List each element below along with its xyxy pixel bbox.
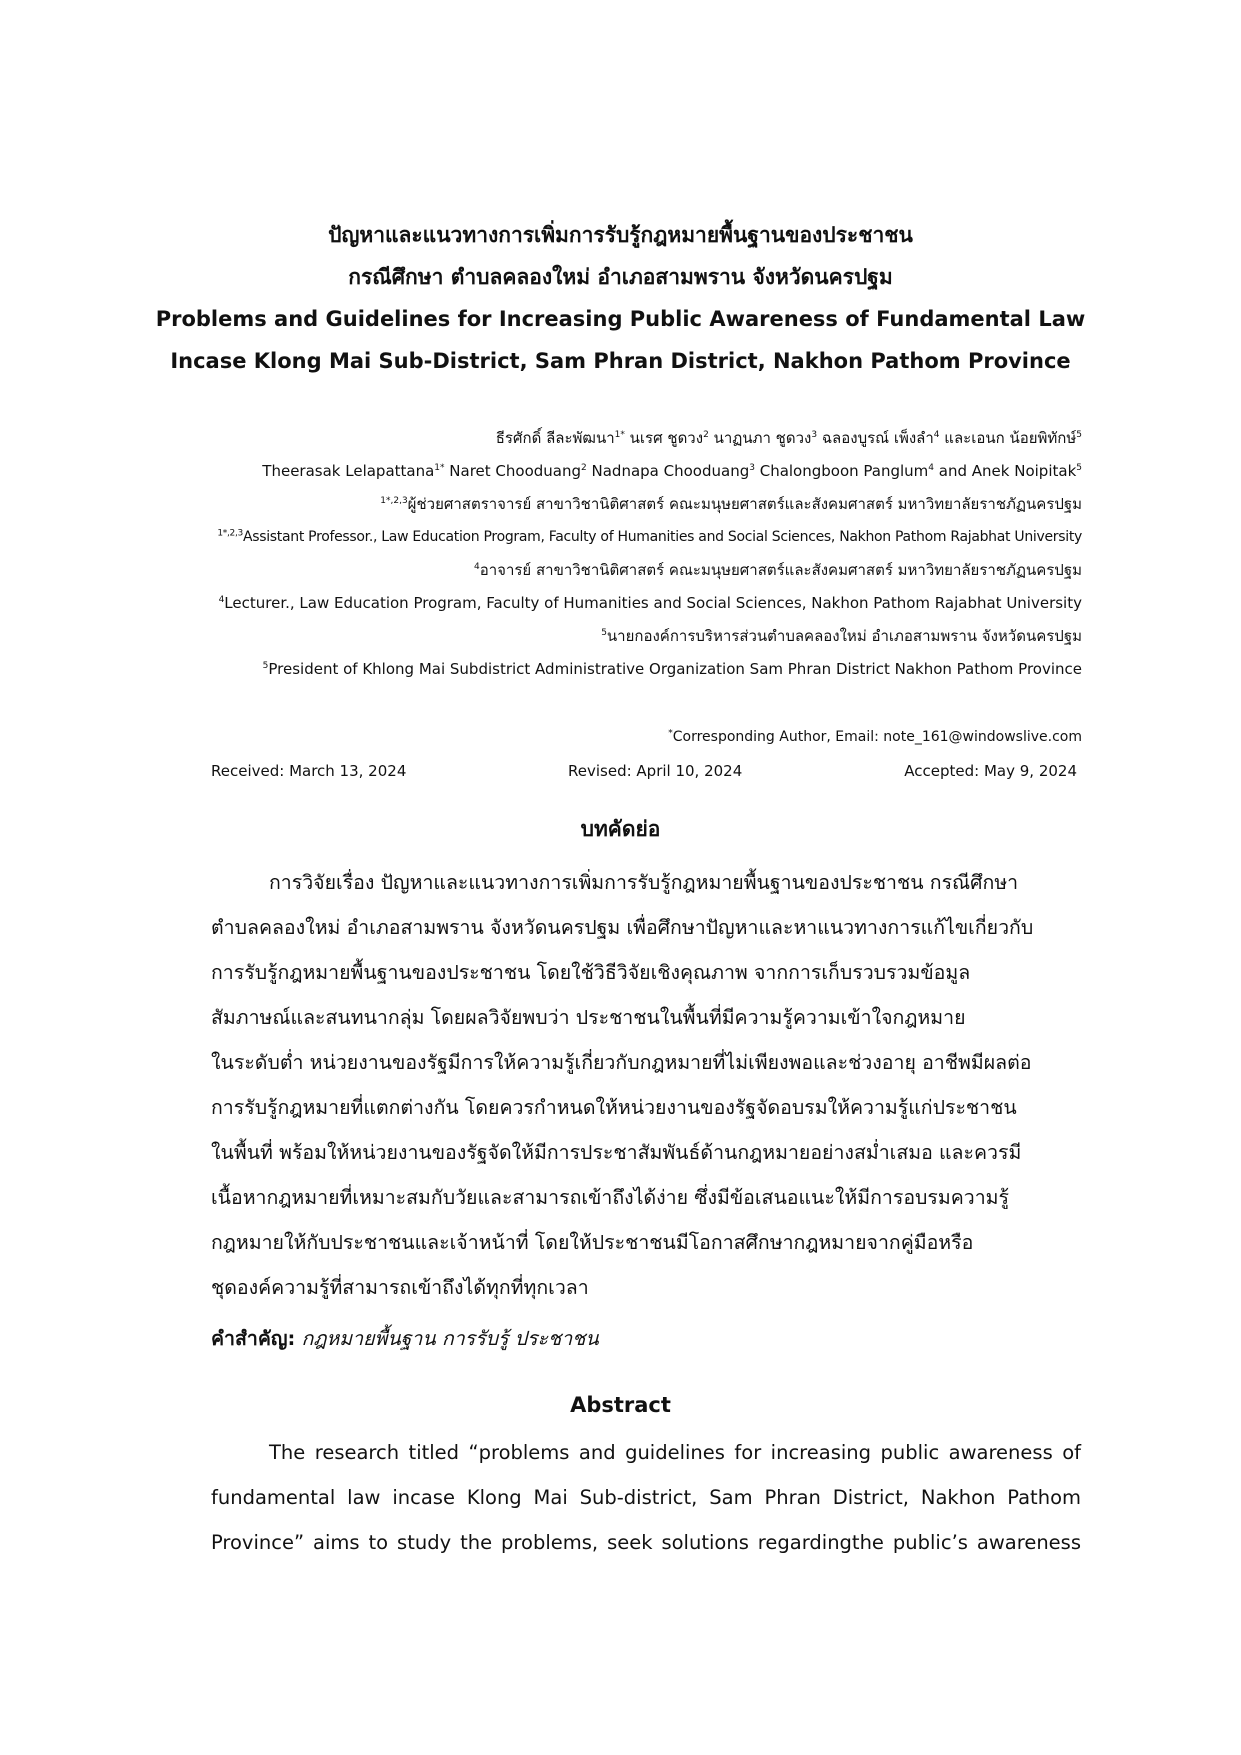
thai-abstract-line: การรับรู้กฎหมายพื้นฐานของประชาชน โดยใช้วิธีวิจัยเชิงคุณภาพ จากการเก็บรวบรวมข้อมูล xyxy=(211,961,971,984)
thai-abstract-line: เนื้อหากฎหมายที่เหมาะสมกับวัยและสามารถเข้าถึงได้ง่าย ซึ่งมีข้อเสนอแนะให้มีการอบรมความรู้ xyxy=(211,1186,1010,1209)
submission-dates xyxy=(211,762,1077,784)
thai-abstract-line: ชุดองค์ความรู้ที่สามารถเข้าถึงได้ทุกที่ทุกเวลา xyxy=(211,1276,589,1299)
thai-abstract-line: การรับรู้กฎหมายที่แตกต่างกัน โดยควรกำหนดให้หน่วยงานของรัฐจัดอบรมให้ความรู้แก่ประชาชน xyxy=(211,1096,1017,1119)
thai-abstract-line: ในพื้นที่ พร้อมให้หน่วยงานของรัฐจัดให้มีการประชาสัมพันธ์ด้านกฎหมายอย่างสม่ำเสมอ และควรมี xyxy=(211,1141,1022,1164)
thai-abstract-heading: บทคัดย่อ xyxy=(580,817,661,841)
revised-date: Revised: April 10, 2024 xyxy=(568,762,743,780)
accepted-date: Accepted: May 9, 2024 xyxy=(904,762,1077,780)
corresponding-author-email: Corresponding Author, Email: note_161@windowslive.com xyxy=(672,729,1082,745)
english-abstract-heading: Abstract xyxy=(570,1393,671,1417)
english-abstract-line: fundamental law incase Klong Mai Sub-district, Sam Phran District, Nakhon Pathom xyxy=(211,1486,1081,1509)
title-english-line-2: Incase Klong Mai Sub-District, Sam Phran District, Nakhon Pathom Province xyxy=(170,349,1071,373)
english-abstract-line: Province” aims to study the problems, seek solutions regardingthe public’s awareness xyxy=(211,1531,1081,1554)
authors-thai: ธีรศักดิ์ ลีละพัฒนา$^{1*}$ นเรศ ชูดวง$^2$ นาฏนภา ชูดวง$^3$ ฉลองบูรณ์ เพ็งลำ$^4$ และเอนก น้อยพิทักษ์$^5$ xyxy=(495,429,1082,447)
keywords-label: คำสำคัญ: xyxy=(211,1327,296,1350)
english-abstract-line: The research titled “problems and guidelines for increasing public awareness of xyxy=(269,1441,1081,1464)
affiliation-1-english: $^{1*,2,3}$Assistant Professor., Law Education Program, Faculty of Humanities and Social Sciences, Nakhon Pathom Rajabhat University xyxy=(217,528,1082,545)
keywords xyxy=(211,1323,599,1354)
thai-abstract-body xyxy=(211,860,1081,1310)
author-affiliation-block xyxy=(82,428,1082,679)
title-english-line-1: Problems and Guidelines for Increasing Public Awareness of Fundamental Law xyxy=(155,307,1086,331)
affiliation-3-thai: $^5$นายกองค์การบริหารส่วนตำบลคลองใหม่ อำเภอสามพราน จังหวัดนครปฐม xyxy=(601,627,1082,645)
thai-abstract-line: ในระดับต่ำ หน่วยงานของรัฐมีการให้ความรู้เกี่ยวกับกฎหมายที่ไม่เพียงพอและช่วงอายุ อาชีพมีผลต่อ xyxy=(211,1051,1032,1074)
title-thai-line-2: กรณีศึกษา ตำบลคลองใหม่ อำเภอสามพราน จังหวัดนครปฐม xyxy=(348,265,893,289)
received-date: Received: March 13, 2024 xyxy=(211,762,407,780)
affiliation-1-thai: $^{1*,2,3}$ผู้ช่วยศาสตราจารย์ สาขาวิชานิติศาสตร์ คณะมนุษยศาสตร์และสังคมศาสตร์ มหาวิทยาลัยราชภัฏนครปฐม xyxy=(380,495,1082,513)
english-abstract-body xyxy=(211,1430,1081,1565)
thai-abstract-line: สัมภาษณ์และสนทนากลุ่ม โดยผลวิจัยพบว่า ประชาชนในพื้นที่มีความรู้ความเข้าใจกฎหมาย xyxy=(211,1006,966,1029)
affiliation-2-english: $^4$Lecturer., Law Education Program, Faculty of Humanities and Social Sciences, Nakhon Pathom Rajabhat University xyxy=(218,594,1082,612)
corresponding-author: *Corresponding Author, Email: note_161@windowslive.com xyxy=(668,728,1082,745)
title-block xyxy=(150,222,1091,375)
affiliation-3-english: $^5$President of Khlong Mai Subdistrict Administrative Organization Sam Phran District Nakhon Pathom Province xyxy=(262,660,1082,678)
thai-abstract-line: ตำบลคลองใหม่ อำเภอสามพราน จังหวัดนครปฐม เพื่อศึกษาปัญหาและหาแนวทางการแก้ไขเกี่ยวกับ xyxy=(211,916,1034,939)
authors-english: Theerasak Lelapattana$^{1*}$ Naret Chooduang$^2$ Nadnapa Chooduang$^3$ Chalongboon Panglum$^4$ and Anek Noipitak$^5$ xyxy=(262,462,1082,480)
affiliation-2-thai: $^4$อาจารย์ สาขาวิชานิติศาสตร์ คณะมนุษยศาสตร์และสังคมศาสตร์ มหาวิทยาลัยราชภัฏนครปฐม xyxy=(474,561,1082,579)
thai-abstract-line: การวิจัยเรื่อง ปัญหาและแนวทางการเพิ่มการรับรู้กฎหมายพื้นฐานของประชาชน กรณีศึกษา xyxy=(269,871,1019,894)
thai-abstract-line: กฎหมายให้กับประชาชนและเจ้าหน้าที่ โดยให้ประชาชนมีโอกาสศึกษากฎหมายจากคู่มือหรือ xyxy=(211,1231,974,1254)
title-thai-line-1: ปัญหาและแนวทางการเพิ่มการรับรู้กฎหมายพื้นฐานของประชาชน xyxy=(328,223,913,247)
keywords-value: กฎหมายพื้นฐาน การรับรู้ ประชาชน xyxy=(295,1327,599,1350)
